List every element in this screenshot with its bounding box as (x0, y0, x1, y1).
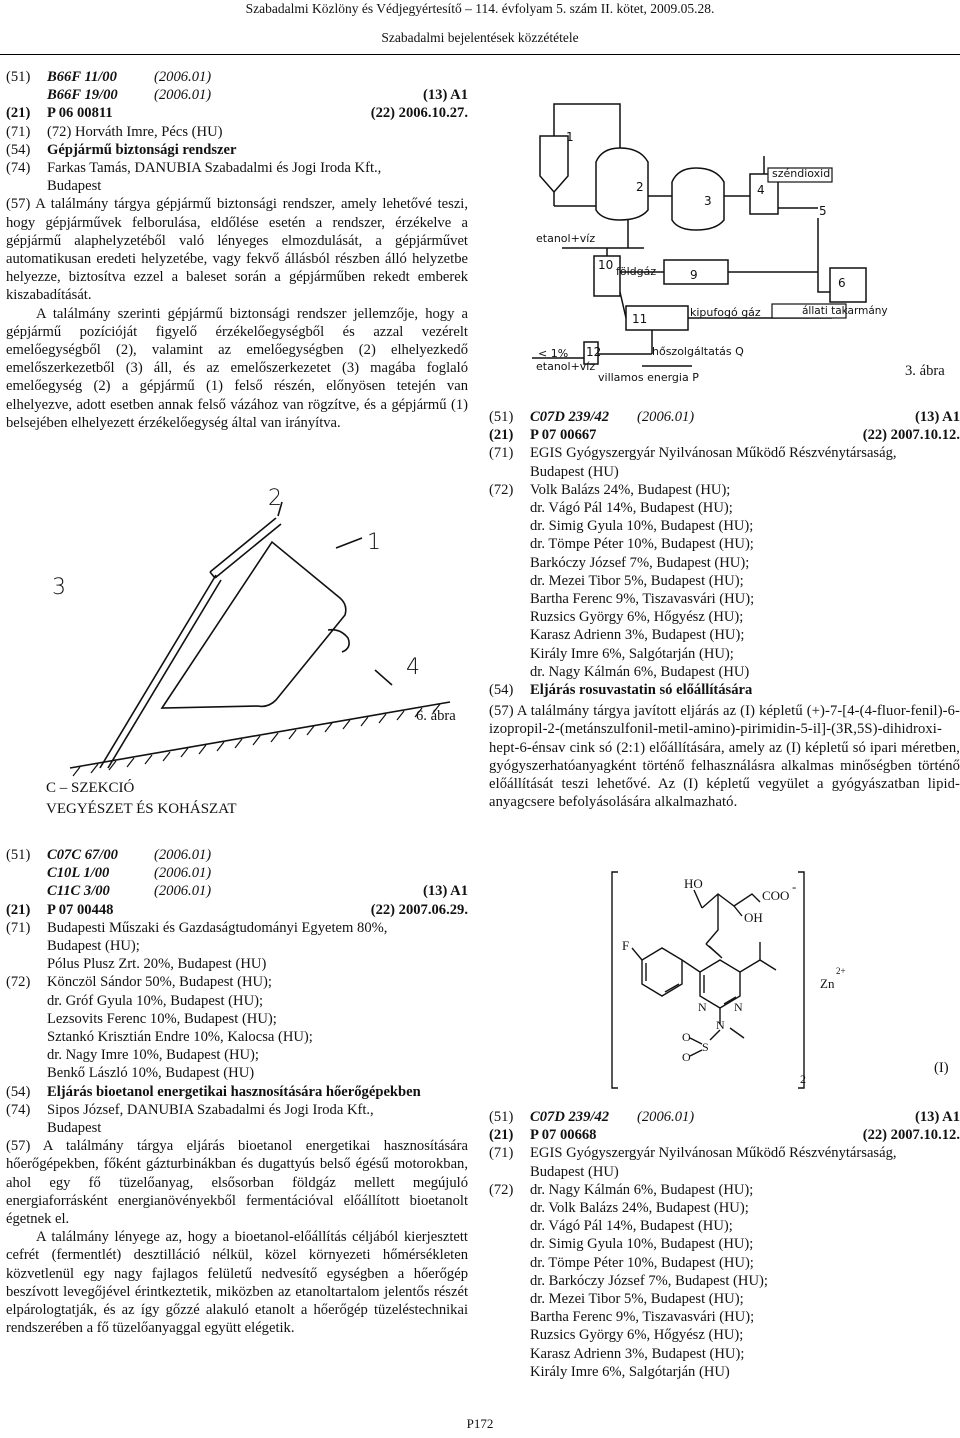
ipc-code: B66F 19/00 (47, 87, 118, 104)
figure-3-ref-9: 9 (690, 268, 698, 282)
applicants-block: (71) EGIS Gyógyszergyár Nyilvánosan Működő Részvénytársaság, Budapest (HU) (489, 1144, 960, 1180)
ipc-line (6, 882, 468, 900)
figure-3-ref-1: 1 (566, 130, 574, 144)
section-c-line1: C – SZEKCIÓ (46, 780, 135, 796)
filing-date: (22) 2007.06.29. (370, 901, 468, 918)
applicant: (72) Horváth Imre, Pécs (HU) (47, 123, 223, 140)
inventor: Ruzsics György 6%, Hőgyész (HU); (530, 609, 744, 626)
ipc-code: B66F 11/00 (47, 69, 117, 85)
section-c-heading (46, 778, 237, 820)
formula-label: (I) (934, 1060, 949, 1076)
figure-3-ref-10: 10 (598, 258, 614, 272)
inventor: Bartha Ferenc 9%, Tiszavasvári (HU); (530, 591, 755, 607)
record-c07d-00667 (489, 408, 960, 811)
inventor: dr. Volk Balázs 24%, Budapest (HU); (530, 1199, 749, 1216)
abstract: (57) A találmány tárgya gépjármű biztonsági rendszer, amely lehetővé teszi, hogy gépjárművek felborulása, eldőlése esetén a rendszer, érzékelve a gépjármű alaphelyzetéből való lényeges elmozdulását, a gépjárművet automatikusan eredeti helyzetébe, vagy fekvő állásból részben álló helyzetbe helyezze, biztosítva ezzel a baleset során a gépjárműben rekedt emberek kiszabadítását. (6, 196, 468, 304)
title-line: (54) Gépjármű biztonsági rendszer (6, 141, 237, 158)
ipc-code: C11C 3/00 (47, 883, 110, 900)
figure-3-text-allati-takarmany: állati takarmány (802, 305, 888, 317)
figure-3-ref-2: 2 (636, 180, 644, 194)
applicants-block: (71) Budapesti Műszaki és Gazdaságtudományi Egyetem 80%, Budapest (HU); Pólus Plusz Zrt. 20%, Budapest (HU) (6, 919, 468, 974)
applicant: Budapest (HU) (530, 1163, 619, 1180)
figure-3-ref-11: 11 (632, 312, 648, 326)
application-number-line: (21) P 07 00668 (22) 2007.10.12. (489, 1127, 960, 1144)
figure-3-text-lt1: < 1% (538, 347, 569, 360)
figure-3-text-villamos: villamos energia P (598, 371, 699, 384)
figure-6-ref-4: 4 (406, 655, 420, 680)
inventor: dr. Nagy Kálmán 6%, Budapest (HU); (530, 1181, 754, 1198)
chemical-formula-drawing (610, 868, 880, 1093)
figure-3-ref-12: 12 (586, 345, 602, 359)
title-line: (54) Eljárás rosuvastatin só előállítására (489, 681, 960, 699)
formula-n: N (698, 1000, 707, 1014)
patent-title: Eljárás rosuvastatin só előállítására (530, 682, 753, 699)
journal-title: Szabadalmi Közlöny és Védjegyértesítő – 114. évfolyam 5. szám II. kötet, 2009.05.28. (245, 1, 715, 16)
abstract-paragraph: A találmány szerinti gépjármű biztonsági rendszer jellemzője, hogy a gépjármű pozícióját figyelő érzékelőegységből és azzal vezérelt emelőegységből (2), valamint az emelőegységben (2) elhelyezkedő emelőszerkezetből (3) áll, és az emelőszerkezetet (3) magába foglaló emelőegység (2) a gépjármű (1) felső részén, előnyösen tetején van elhelyezve, adott esetben annak felső vázához van rögzítve, és a gépjármű (1) belsejében elhelyezett érzékelőegység által van irányítva. (6, 305, 468, 431)
section-title: Szabadalmi bejelentések közzététele (381, 30, 579, 45)
formula-n: N (734, 1000, 743, 1014)
figure-3-text-szendioxid: széndioxid (772, 167, 831, 180)
application-number: P 07 00448 (47, 901, 114, 918)
agent-line: (74) Farkas Tamás, DANUBIA Szabadalmi és Jogi Iroda Kft., (6, 159, 382, 176)
inventor: Király Imre 6%, Salgótarján (HU); (530, 645, 734, 662)
inventor: dr. Gróf Gyula 10%, Budapest (HU); (47, 992, 264, 1009)
figure-3-ref-3: 3 (704, 194, 712, 208)
ipc-line: (51) C07D 239/42 (2006.01) (13) A1 (489, 409, 960, 425)
inventor: Könczöl Sándor 50%, Budapest (HU); (47, 974, 272, 991)
ipc-line: (51) B66F 11/00 (2006.01) (6, 69, 212, 85)
left-column (6, 68, 468, 432)
inventor: Lezsovits Ferenc 10%, Budapest (HU); (47, 1010, 277, 1027)
kind-code: (13) A1 (915, 409, 960, 425)
figure-6-ref-2: 2 (268, 486, 282, 511)
ipc-date: (2006.01) (154, 883, 212, 900)
inventor: Volk Balázs 24%, Budapest (HU); (530, 481, 731, 498)
formula-coo: COO (762, 888, 790, 903)
inventor: Karasz Adrienn 3%, Budapest (HU); (530, 627, 745, 644)
title-line: (54) Eljárás bioetanol energetikai hasznosítására hőerőgépekben (6, 1083, 468, 1101)
inventor: dr. Vágó Pál 14%, Budapest (HU); (530, 499, 733, 516)
agent: Sipos József, DANUBIA Szabadalmi és Jogi Iroda Kft., (47, 1101, 374, 1118)
ipc-code: C10L 1/00 (47, 865, 110, 882)
header-rule (0, 54, 960, 55)
applicant: Budapest (HU); (47, 937, 140, 954)
formula-ho: HO (684, 876, 703, 891)
inventor: dr. Simig Gyula 10%, Budapest (HU); (530, 518, 754, 535)
formula-zn: Zn (820, 976, 835, 991)
ipc-date: (2006.01) (154, 847, 212, 863)
filing-date: (22) 2007.10.12. (862, 427, 960, 444)
formula-zn-charge: 2+ (836, 966, 846, 976)
application-number-line: (21) P 06 00811 (22) 2006.10.27. (6, 105, 468, 122)
figure-6-drawing (40, 480, 460, 780)
ipc-code: C07D 239/42 (530, 409, 610, 425)
ipc-line: (51) C07D 239/42 (2006.01) (13) A1 (489, 1109, 960, 1125)
section-c-line2: VEGYÉSZET ÉS KOHÁSZAT (46, 801, 237, 817)
inventor: dr. Nagy Imre 10%, Budapest (HU); (47, 1047, 259, 1064)
figure-6-caption: 6. ábra (416, 708, 456, 724)
applicant: Budapesti Műszaki és Gazdaságtudományi Egyetem 80%, (47, 919, 388, 936)
filing-date: (22) 2006.10.27. (370, 105, 468, 122)
ipc-line (6, 86, 468, 104)
figure-3-ref-4: 4 (757, 183, 765, 197)
kind-code: (13) A1 (915, 1109, 960, 1125)
record-c07c (6, 846, 468, 1337)
figure-3-text-kipufogo-gaz: kipufogó gáz (690, 306, 761, 319)
figure-6-ref-3: 3 (52, 575, 66, 600)
applicant: EGIS Gyógyszergyár Nyilvánosan Működő Részvénytársaság, (530, 1145, 897, 1162)
record-c07d-00668 (489, 1108, 960, 1381)
application-number: P 06 00811 (47, 105, 113, 122)
agent: Farkas Tamás, DANUBIA Szabadalmi és Jogi Iroda Kft., (47, 159, 382, 176)
inventor: Bartha Ferenc 9%, Tiszavasvári (HU); (530, 1309, 755, 1326)
application-number-line: (21) P 07 00667 (22) 2007.10.12. (489, 427, 960, 444)
ipc-line: (51) C07C 67/00 (2006.01) (6, 847, 212, 863)
figure-3-text-hoszolgaltatas: hőszolgáltatás Q (652, 345, 744, 358)
applicant: Pólus Plusz Zrt. 20%, Budapest (HU) (47, 956, 267, 973)
inventors-block: (72) Volk Balázs 24%, Budapest (HU); dr. Vágó Pál 14%, Budapest (HU); dr. Simig Gyula 10%, Budapest (HU); dr. Tömpe Péter 10%, Budapest (HU); Barkóczy József 7%, Budapest (HU); dr. Mezei Tibor 5%, Budapest (HU); Bartha Ferenc 9%, Tiszavasvári (HU); Ruzsics György 6%, Hőgyész (HU); Karasz Adrienn 3%, Budapest (HU); Király Imre 6%, Salgótarján (HU); dr. Nagy Kálmán 6%, Budapest (HU) (489, 481, 960, 681)
agent-city: Budapest (47, 1119, 102, 1136)
formula-f: F (622, 938, 630, 953)
agent-city: Budapest (47, 178, 102, 195)
inventors-block: (72) Könczöl Sándor 50%, Budapest (HU); dr. Gróf Gyula 10%, Budapest (HU); Lezsovits Ferenc 10%, Budapest (HU); Sztankó Krisztián Endre 10%, Kalocsa (HU); dr. Nagy Imre 10%, Budapest (HU); Benkő László 10%, Budapest (HU) (6, 973, 468, 1082)
inventor: Sztankó Krisztián Endre 10%, Kalocsa (HU); (47, 1028, 313, 1045)
applicants-block: (71) EGIS Gyógyszergyár Nyilvánosan Működő Részvénytársaság, Budapest (HU) (489, 444, 960, 480)
application-number-line: (21) P 07 00448 (22) 2007.06.29. (6, 901, 468, 918)
abstract: (57) A találmány tárgya eljárás bioetanol energetikai hasznosítására hőerőgépekben, főként gázturbinákban és dugattyús belső égésű motorokban, ahol egy fő tüzelőanyag, elsősorban földgáz mellett megújuló energiaforrásként energianövényekből fermentációval előállított bioetanolt égetnek el. (6, 1138, 468, 1227)
applicant: EGIS Gyógyszergyár Nyilvánosan Működő Részvénytársaság, (530, 445, 897, 462)
abstract: (57) A találmány tárgya javított eljárás az (I) képletű (+)-7-[4-(4-fluor-fenil)-6-izopropil-2-(metánszulfonil-metil-amino)-pirimidin-5-il]-(3R,5S)-dihidroxi-hept-6-énsav cink só (2:1) előállítására, amely az (I) képletű só ipari méretben, gyógyszerhatóanyagként történő felhasználásra alkalmas minőségben történő előállítását teszi lehetővé. Az (I) képletű vegyület a gyógyászatban lipid-anyagcsere befolyásolására alkalmazható. (489, 703, 960, 811)
inventor: Király Imre 6%, Salgótarján (HU) (530, 1363, 730, 1380)
inventor: dr. Barkóczy József 7%, Budapest (HU); (530, 1272, 768, 1289)
inventor: Benkő László 10%, Budapest (HU) (47, 1065, 255, 1082)
application-number: P 07 00668 (530, 1127, 597, 1144)
filing-date: (22) 2007.10.12. (862, 1127, 960, 1144)
kind-code: (13) A1 (423, 87, 468, 104)
ipc-line (6, 864, 468, 882)
inventor: Ruzsics György 6%, Hőgyész (HU); (530, 1327, 744, 1344)
formula-oh: OH (744, 910, 763, 925)
formula-n: N (716, 1018, 725, 1032)
ipc-date: (2006.01) (154, 87, 212, 104)
record-b66f (6, 68, 468, 432)
inventors-block: (72) dr. Nagy Kálmán 6%, Budapest (HU); dr. Volk Balázs 24%, Budapest (HU); dr. Vágó Pál 14%, Budapest (HU); dr. Simig Gyula 10%, Budapest (HU); dr. Tömpe Péter 10%, Budapest (HU); dr. Barkóczy József 7%, Budapest (HU); dr. Mezei Tibor 5%, Budapest (HU); Bartha Ferenc 9%, Tiszavasvári (HU); Ruzsics György 6%, Hőgyész (HU); Karasz Adrienn 3%, Budapest (HU); Király Imre 6%, Salgótarján (HU) (489, 1181, 960, 1381)
figure-3-text-etanol-viz: etanol+víz (536, 232, 596, 245)
application-number: P 07 00667 (530, 427, 597, 444)
formula-s: S (702, 1040, 709, 1054)
applicant: Budapest (HU) (530, 463, 619, 480)
formula-coo-charge: - (792, 879, 797, 894)
page-number: P172 (466, 1416, 494, 1431)
ipc-date: (2006.01) (154, 865, 212, 882)
inventor: dr. Mezei Tibor 5%, Budapest (HU); (530, 1291, 744, 1307)
ipc-date: (2006.01) (637, 1109, 695, 1125)
ipc-code: C07C 67/00 (47, 847, 118, 863)
ipc-date: (2006.01) (637, 409, 695, 425)
formula-o: O (682, 1030, 691, 1044)
patent-title: Gépjármű biztonsági rendszer (47, 141, 237, 158)
figure-6-ref-1: 1 (367, 530, 381, 555)
ipc-code: C07D 239/42 (530, 1109, 610, 1125)
inventor: dr. Tömpe Péter 10%, Budapest (HU); (530, 536, 754, 553)
applicant-line: (71) (72) Horváth Imre, Pécs (HU) (6, 123, 223, 140)
inventor: dr. Tömpe Péter 10%, Budapest (HU); (530, 1254, 754, 1271)
formula-subscript-2: 2 (800, 1072, 806, 1086)
agent-line: (74) Sipos József, DANUBIA Szabadalmi és Jogi Iroda Kft., Budapest (6, 1101, 468, 1137)
abstract-paragraph: A találmány lényege az, hogy a bioetanol-előállítás céljából kierjesztett cefrét (fermentlét) desztilláció nélkül, közel környezeti hőmérsékleten közvetlenül egy nagy fajlagos felületű nedvesítő egységben a hőerőgép beszívott levegőjével érintkeztetik, miközben az etanoltartalom jelentős részét elpárologtatják, és az így gőzzé alakuló etanolt a hőerőgép tüzeléstechnikai rendszerében a fő tüzelőanyaggal együtt elégetik. (6, 1229, 468, 1337)
ipc-date: (2006.01) (154, 69, 212, 85)
inventor: Barkóczy József 7%, Budapest (HU); (530, 554, 750, 571)
inventor: dr. Mezei Tibor 5%, Budapest (HU); (530, 572, 744, 589)
formula-o: O (682, 1050, 691, 1064)
inventor: Karasz Adrienn 3%, Budapest (HU); (530, 1345, 745, 1362)
inventor: dr. Vágó Pál 14%, Budapest (HU); (530, 1218, 733, 1235)
figure-3-ref-6: 6 (838, 276, 846, 290)
inventor: dr. Nagy Kálmán 6%, Budapest (HU) (530, 663, 750, 680)
inventor: dr. Simig Gyula 10%, Budapest (HU); (530, 1236, 754, 1253)
patent-title: Eljárás bioetanol energetikai hasznosítására hőerőgépekben (47, 1083, 421, 1100)
figure-3-text-etanol-viz-2: etanol+víz (536, 360, 596, 373)
kind-code: (13) A1 (423, 883, 468, 900)
figure-3-ref-5: 5 (819, 204, 827, 218)
figure-3-caption: 3. ábra (905, 363, 945, 379)
figure-3-text-foldgaz: földgáz (616, 265, 657, 278)
